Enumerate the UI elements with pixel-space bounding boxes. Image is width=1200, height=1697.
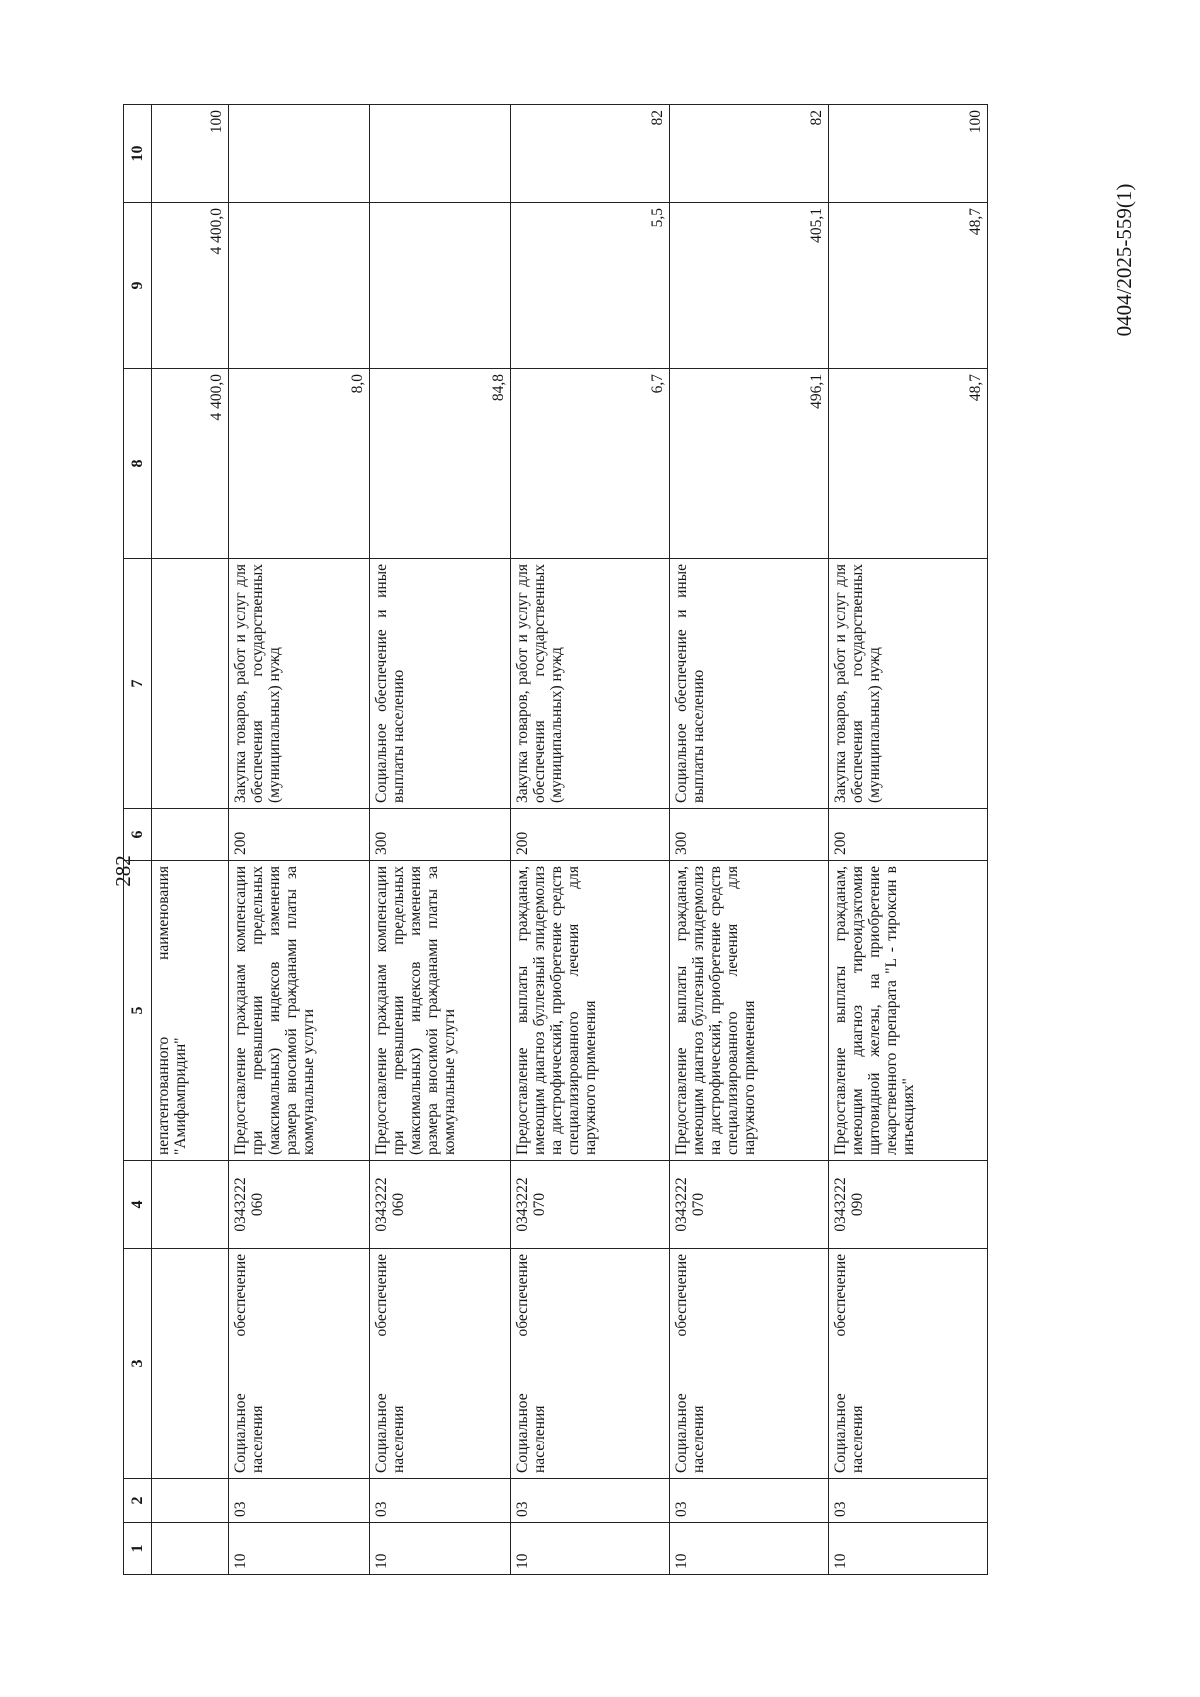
cell-expense-type: 200	[829, 809, 988, 861]
cell-expense-name: Закупка товаров, работ и услуг для обеспечения государственных (муниципальных) нужд	[511, 559, 670, 809]
cell-expense-type: 300	[670, 809, 829, 861]
cell-target-code	[152, 1161, 229, 1249]
cell-section: 10	[370, 1523, 511, 1575]
cell-target-name: Предоставление выплаты гражданам, имеющим диагноз буллезный эпидермолиз на дистрофический, приобретение средств специализированного лечения для наружного применения	[670, 861, 829, 1161]
cell-section: 10	[229, 1523, 370, 1575]
table-row	[511, 105, 670, 1575]
cell-target-name: Предоставление выплаты гражданам, имеющим диагноз тиреоидэктомия щитовидной железы, на приобретение лекарственного препарата "L - тироксин в инъекциях"	[829, 861, 988, 1161]
cell-executed	[229, 203, 370, 369]
header-cell: 5	[124, 861, 152, 1161]
document-id: 0404/2025-559(1)	[1112, 183, 1136, 337]
cell-expense-name	[152, 559, 229, 809]
rotated-table-container	[123, 105, 988, 1575]
table-row	[229, 105, 370, 1575]
cell-planned: 6,7	[511, 369, 670, 559]
header-cell: 9	[124, 203, 152, 369]
cell-percent: 100	[829, 105, 988, 203]
cell-section-name: Социальное обеспечение населения	[511, 1249, 670, 1479]
cell-target-name: Предоставление гражданам компенсации при превышении предельных (максимальных) индексов изменения размера вносимой гражданами платы за коммунальные услуги	[229, 861, 370, 1161]
cell-target-name: непатентованного наименования "Амифампридин"	[152, 861, 229, 1161]
header-cell: 10	[124, 105, 152, 203]
cell-subsection: 03	[670, 1479, 829, 1523]
header-cell: 4	[124, 1161, 152, 1249]
cell-expense-name: Социальное обеспечение и иные выплаты населению	[370, 559, 511, 809]
cell-subsection: 03	[829, 1479, 988, 1523]
cell-planned: 84,8	[370, 369, 511, 559]
cell-expense-name: Закупка товаров, работ и услуг для обеспечения государственных (муниципальных) нужд	[229, 559, 370, 809]
cell-target-code: 0343222 070	[670, 1161, 829, 1249]
cell-section: 10	[670, 1523, 829, 1575]
cell-target-code: 0343222 070	[511, 1161, 670, 1249]
header-cell: 7	[124, 559, 152, 809]
cell-section: 10	[829, 1523, 988, 1575]
cell-percent: 82	[670, 105, 829, 203]
header-cell: 3	[124, 1249, 152, 1479]
cell-target-code: 0343222 060	[229, 1161, 370, 1249]
cell-planned: 8,0	[229, 369, 370, 559]
cell-section	[152, 1523, 229, 1575]
page-number: 282	[111, 855, 135, 887]
cell-executed: 48,7	[829, 203, 988, 369]
cell-percent: 100	[152, 105, 229, 203]
header-cell: 2	[124, 1479, 152, 1523]
cell-subsection	[152, 1479, 229, 1523]
cell-expense-type	[152, 809, 229, 861]
cell-target-name: Предоставление гражданам компенсации при превышении предельных (максимальных) индексов изменения размера вносимой гражданами платы за коммунальные услуги	[370, 861, 511, 1161]
header-cell: 8	[124, 369, 152, 559]
cell-section: 10	[511, 1523, 670, 1575]
cell-percent	[229, 105, 370, 203]
cell-percent	[370, 105, 511, 203]
continuation-row	[152, 105, 229, 1575]
table-row	[370, 105, 511, 1575]
cell-planned: 496,1	[670, 369, 829, 559]
cell-target-code: 0343222 090	[829, 1161, 988, 1249]
cell-subsection: 03	[229, 1479, 370, 1523]
cell-executed: 4 400,0	[152, 203, 229, 369]
cell-expense-type: 200	[511, 809, 670, 861]
cell-target-name: Предоставление выплаты гражданам, имеющим диагноз буллезный эпидермолиз на дистрофический, приобретение средств специализированного лечения для наружного применения	[511, 861, 670, 1161]
budget-table	[123, 104, 988, 1575]
cell-subsection: 03	[511, 1479, 670, 1523]
cell-expense-name: Социальное обеспечение и иные выплаты населению	[670, 559, 829, 809]
cell-executed: 405,1	[670, 203, 829, 369]
cell-section-name	[152, 1249, 229, 1479]
table-row	[829, 105, 988, 1575]
cell-percent: 82	[511, 105, 670, 203]
cell-section-name: Социальное обеспечение населения	[229, 1249, 370, 1479]
cell-planned: 4 400,0	[152, 369, 229, 559]
cell-executed	[370, 203, 511, 369]
cell-expense-name: Закупка товаров, работ и услуг для обеспечения государственных (муниципальных) нужд	[829, 559, 988, 809]
cell-expense-type: 200	[229, 809, 370, 861]
header-cell: 1	[124, 1523, 152, 1575]
cell-section-name: Социальное обеспечение населения	[670, 1249, 829, 1479]
cell-section-name: Социальное обеспечение населения	[370, 1249, 511, 1479]
cell-executed: 5,5	[511, 203, 670, 369]
cell-subsection: 03	[370, 1479, 511, 1523]
header-row	[124, 105, 152, 1575]
cell-planned: 48,7	[829, 369, 988, 559]
cell-target-code: 0343222 060	[370, 1161, 511, 1249]
cell-expense-type: 300	[370, 809, 511, 861]
header-cell: 6	[124, 809, 152, 861]
table-row	[670, 105, 829, 1575]
cell-section-name: Социальное обеспечение населения	[829, 1249, 988, 1479]
